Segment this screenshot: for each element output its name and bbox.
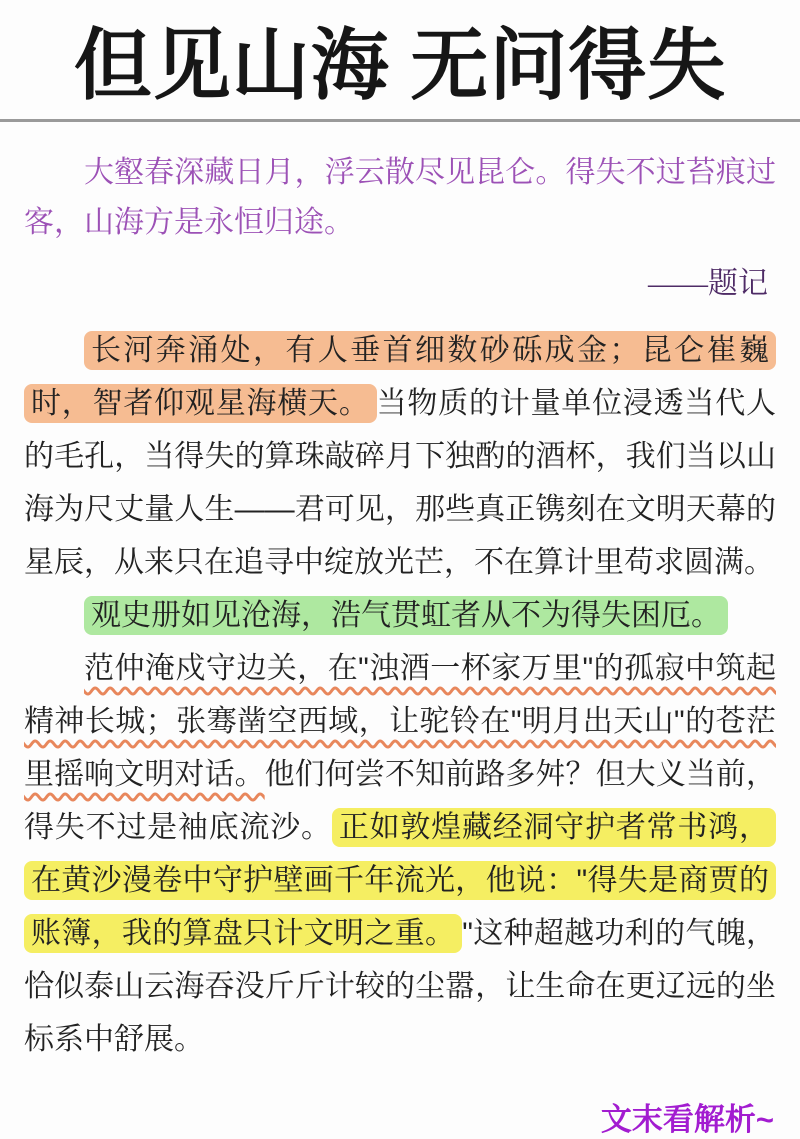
epigraph-text: 大壑春深藏日月，浮云散尽见昆仑。得失不过苔痕过客，山海方是永恒归途。 — [24, 156, 776, 240]
title-divider — [0, 119, 800, 122]
body-text: "这种超越功利的气魄，恰似泰山云海吞没斤斤计较的尘嚣，让生命在更辽远的坐标系中舒展。 — [24, 917, 777, 1057]
body-text: 他们何尝不知前路多舛？但大义当前，得失不过是袖底流沙。 — [24, 758, 777, 845]
paragraph-3 — [24, 642, 776, 1066]
article-body — [24, 324, 776, 1066]
paragraph-1 — [24, 324, 776, 589]
paragraph-2 — [24, 589, 776, 642]
body-text: 当物质的计量单位浸透当代人的毛孔，当得失的算珠敲碎月下独酌的酒杯，我们当以山海为尺丈量人生——君可见，那些真正镌刻在文明天幕的星辰，从来只在追寻中绽放光芒，不在算计里苟求圆满。 — [24, 387, 777, 580]
footer-note: 文末看解析~ — [600, 1102, 774, 1138]
article-title: 但见山海 无问得失 — [73, 22, 727, 109]
article-page — [0, 22, 800, 1138]
epigraph-attribution: ——题记 — [648, 267, 768, 301]
green-highlight-text: 观史册如见沧海，浩气贯虹者从不为得失困厄。 — [84, 596, 728, 635]
orange-highlight-text: 长河奔涌处，有人垂首细数砂砾成金；昆仑崔巍时，智者仰观星海横天。 — [24, 331, 776, 423]
wavy-underline-text: 范仲淹戍守边关，在"浊酒一杯家万里"的孤寂中筑起精神长城；张骞凿空西域，让驼铃在"明月出天山"的苍茫里摇响文明对话。 — [24, 652, 776, 792]
yellow-highlight-text: 正如敦煌藏经洞守护者常书鸿，在黄沙漫卷中守护壁画千年流光，他说："得失是商贾的账簿，我的算盘只计文明之重。 — [24, 808, 776, 953]
